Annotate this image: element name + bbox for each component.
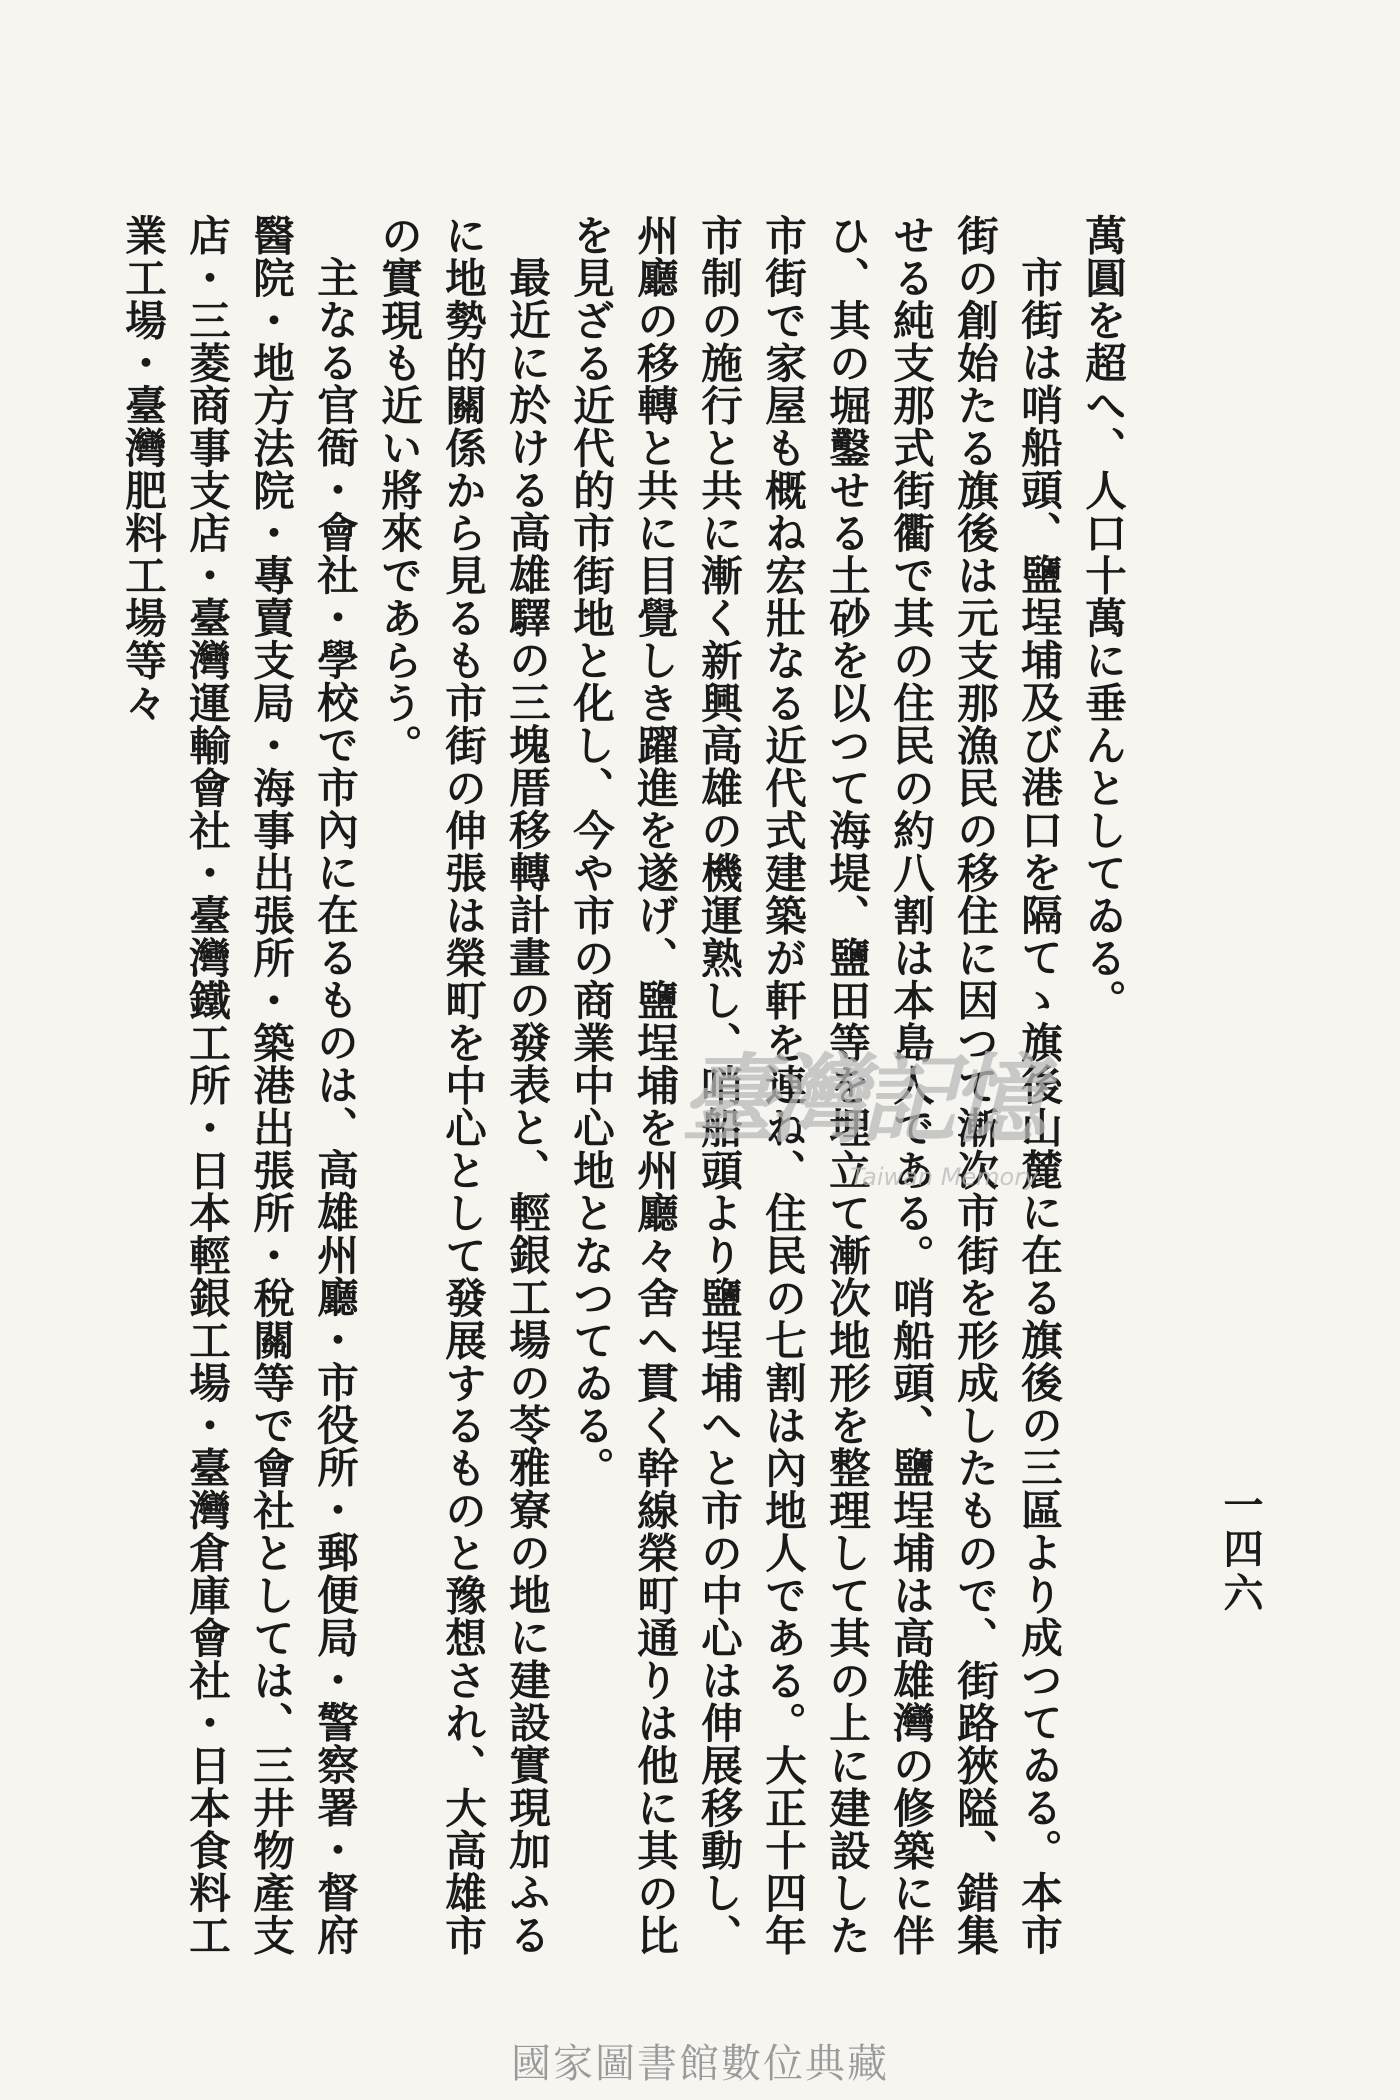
library-footer: 國家圖書館數位典藏 <box>511 2041 889 2087</box>
paragraph-4: 主なる官衙・會社・學校で市內に在るものは、高雄州廳・市役所・郵便局・警察署・督府醫院・地方法院・專賣支局・海事出張所・築港出張所・稅關等で會社としては、三井物產支店・三菱商事支店・臺灣運輸會社・臺灣鐵工所・日本輕銀工場・臺灣倉庫會社・日本食料工業工場・臺灣肥料工場等々 <box>118 214 359 1957</box>
watermark-english-text: Taiwan Memory <box>850 1163 1039 1191</box>
paragraph-3: 最近に於ける高雄驛の三塊厝移轉計畫の發表と、輕銀工場の苓雅寮の地に建設實現加ふるに地勢的關係から見るも市街の伸張は榮町を中心として發展するものと豫想され、大高雄市の實現も近い將來であらう。 <box>374 214 551 1957</box>
page-number: 一四六 <box>1217 1484 1264 1616</box>
watermark-logo-text: 臺灣記憶 <box>680 1043 1040 1156</box>
body-text <box>110 214 1134 1994</box>
paragraph-2: 市街は哨船頭、鹽埕埔及び港口を隔てゝ旗後山麓に在る旗後の三區より成つてゐる。本市街の創始たる旗後は元支那漁民の移住に因つて漸次市街を形成したもので、街路狹隘、錯集せる純支那式街衢で其の住民の約八割は本島人である。哨船頭、鹽埕埔は高雄灣の修築に伴ひ、其の堀鑿せる土砂を以つて海堤、鹽田等を埋立て漸次地形を整理して其の上に建設した市街で家屋も概ね宏壯なる近代式建築が軒を連ね、住民の七割は內地人である。大正十四年市制の施行と共に漸く新興高雄の機運熟し、哨船頭より鹽埕埔へと市の中心は伸展移動し、州廳の移轉と共に目覺しき躍進を遂げ、鹽埕埔を州廳々舍へ貫く幹線榮町通りは他に其の比を見ざる近代的市街地と化し、今や市の商業中心地となつてゐる。 <box>566 214 1063 1957</box>
paragraph-1: 萬圓を超へ、人口十萬に垂んとしてゐる。 <box>1078 214 1127 1022</box>
